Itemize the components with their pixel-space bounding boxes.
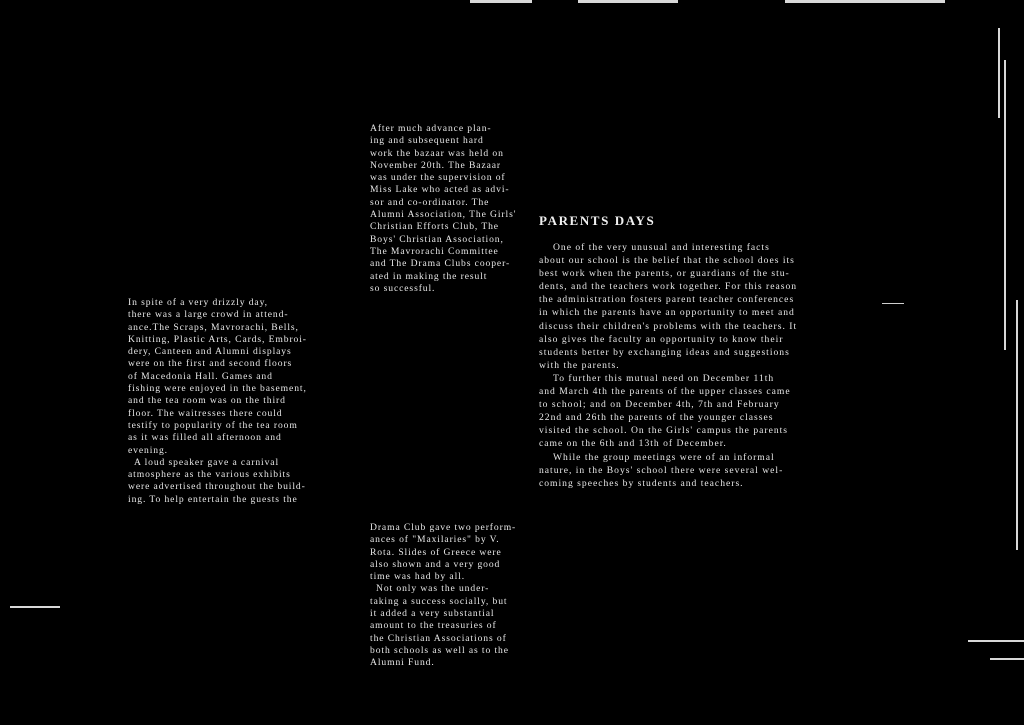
- text-line: and the tea room was on the third: [128, 395, 286, 407]
- text-line: students better by exchanging ideas and suggestions: [539, 346, 790, 358]
- text-line: Alumni Association, The Girls': [370, 209, 517, 221]
- left-edge-line: [10, 606, 60, 608]
- text-line: ances of "Maxilaries" by V.: [370, 534, 500, 546]
- text-line: best work when the parents, or guardians of the stu-: [539, 268, 790, 280]
- text-line: visited the school. On the Girls' campus the parents: [539, 425, 789, 437]
- text-line: as it was filled all afternoon and: [128, 432, 282, 444]
- text-line: ance.The Scraps, Mavrorachi, Bells,: [128, 321, 299, 333]
- text-line: In spite of a very drizzly day,: [128, 297, 268, 308]
- text-line: of Macedonia Hall. Games and: [128, 370, 273, 382]
- text-line: To further this mutual need on December 11th: [553, 372, 775, 384]
- text-line: Not only was the under-: [376, 583, 490, 595]
- text-line: were advertised throughout the build-: [128, 481, 306, 493]
- text-line: floor. The waitresses there could: [128, 407, 283, 419]
- text-line: also gives the faculty an opportunity to know their: [539, 333, 784, 345]
- text-line: dery, Canteen and Alumni displays: [128, 346, 292, 358]
- text-line: time was had by all.: [370, 571, 465, 583]
- text-line: While the group meetings were of an informal: [553, 451, 775, 463]
- text-line: taking a success socially, but: [370, 595, 508, 607]
- text-line: Boys' Christian Association,: [370, 233, 504, 245]
- text-line: it added a very substantial: [370, 608, 495, 620]
- text-line: ing. To help entertain the guests the: [128, 493, 298, 505]
- text-line: One of the very unusual and interesting facts: [553, 242, 770, 253]
- text-line: dents, and the teachers work together. For this reason: [539, 281, 798, 293]
- right-edge-rule-2: [1004, 60, 1006, 350]
- bazaar-article-intro-column: [370, 123, 516, 295]
- text-line: Rota. Slides of Greece were: [370, 546, 502, 558]
- drama-club-column: [370, 522, 516, 670]
- margin-speck: [882, 303, 904, 304]
- top-edge-rule-1: [470, 0, 532, 3]
- top-edge-rule-3: [785, 0, 945, 3]
- text-line: and March 4th the parents of the upper classes came: [539, 386, 791, 398]
- text-line: testify to popularity of the tea room: [128, 419, 298, 431]
- text-line: and The Drama Clubs cooper-: [370, 258, 511, 270]
- text-line: sor and co-ordinator. The: [370, 196, 490, 208]
- text-line: Alumni Fund.: [370, 657, 435, 669]
- bazaar-article-left-column: [128, 297, 307, 506]
- text-line: evening.: [128, 444, 168, 456]
- text-line: discuss their children's problems with the teachers. It: [539, 320, 798, 332]
- text-line: After much advance plan-: [370, 123, 492, 134]
- text-line: were on the first and second floors: [128, 358, 293, 370]
- text-line: Knitting, Plastic Arts, Cards, Embroi-: [128, 333, 307, 345]
- right-edge-rule-3: [1016, 300, 1018, 550]
- text-line: November 20th. The Bazaar: [370, 159, 502, 171]
- text-line: to school; and on December 4th, 7th and February: [539, 399, 780, 411]
- text-line: ated in making the result: [370, 270, 488, 282]
- text-line: both schools as well as to the: [370, 644, 509, 656]
- right-edge-line-1: [968, 640, 1024, 642]
- text-line: Miss Lake who acted as advi-: [370, 184, 510, 196]
- text-line: the Christian Associations of: [370, 632, 507, 644]
- text-line: also shown and a very good: [370, 558, 501, 570]
- text-line: nature, in the Boys' school there were several wel-: [539, 464, 784, 476]
- text-line: work the bazaar was held on: [370, 147, 504, 159]
- right-edge-rule-1: [998, 28, 1000, 118]
- text-line: Christian Efforts Club, The: [370, 221, 499, 233]
- text-line: atmosphere as the various exhibits: [128, 469, 291, 481]
- parents-days-column: [539, 241, 797, 490]
- parents-days-heading: PARENTS DAYS: [539, 213, 656, 228]
- top-edge-rule-2: [578, 0, 678, 3]
- text-line: in which the parents have an opportunity to meet and: [539, 307, 795, 319]
- text-line: Drama Club gave two perform-: [370, 522, 517, 533]
- text-line: came on the 6th and 13th of December.: [539, 438, 727, 450]
- text-line: The Mavrorachi Committee: [370, 245, 499, 257]
- text-line: was under the supervision of: [370, 172, 506, 184]
- right-edge-line-2: [990, 658, 1024, 660]
- text-line: ing and subsequent hard: [370, 135, 484, 147]
- text-line: fishing were enjoyed in the basement,: [128, 383, 307, 395]
- text-line: A loud speaker gave a carnival: [134, 456, 280, 468]
- text-line: 22nd and 26th the parents of the younger classes: [539, 412, 774, 424]
- text-line: so successful.: [370, 282, 436, 294]
- text-line: amount to the treasuries of: [370, 620, 497, 632]
- text-line: with the parents.: [539, 359, 620, 371]
- text-line: there was a large crowd in attend-: [128, 309, 289, 321]
- text-line: coming speeches by students and teachers.: [539, 477, 744, 489]
- text-line: the administration fosters parent teacher conferences: [539, 294, 795, 306]
- text-line: about our school is the belief that the school does its: [539, 255, 795, 267]
